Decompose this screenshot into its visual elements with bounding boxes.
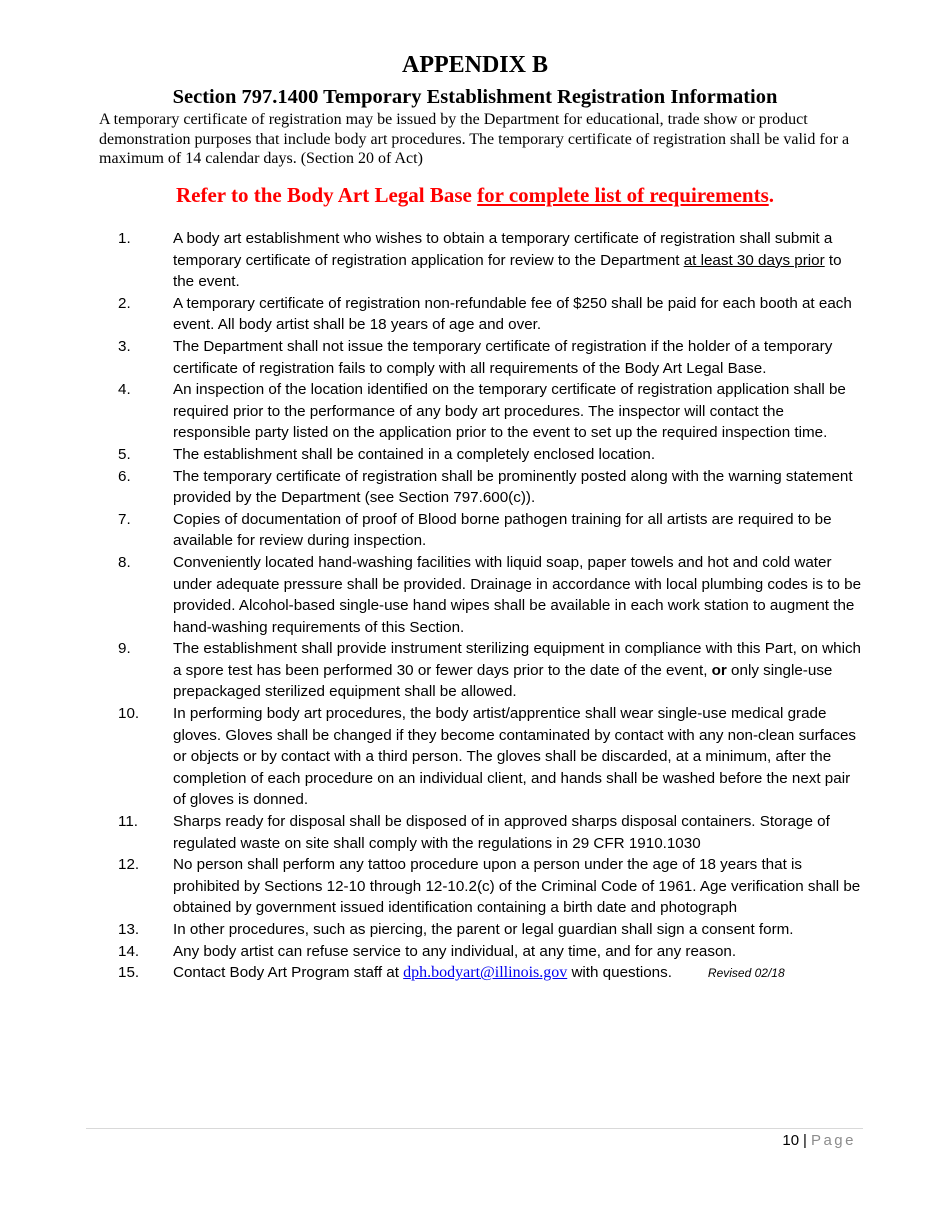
section-title: Section 797.1400 Temporary Establishment Registration Information bbox=[172, 86, 778, 108]
list-item bbox=[118, 854, 863, 919]
list-text: A temporary certificate of registration non-refundable fee of $250 shall be paid for each booth at each event. All body artist shall be 18 years of age and over. bbox=[173, 294, 852, 334]
refer-suffix: . bbox=[768, 183, 774, 207]
list-number: 8. bbox=[118, 553, 131, 571]
list-text: A body art establishment who wishes to obtain a temporary certificate of registration shall submit a temporary certificate of registration application for review to the Department at least 30 days prior to the event. bbox=[173, 230, 842, 291]
list-item bbox=[118, 509, 863, 552]
page-title: APPENDIX B bbox=[401, 52, 548, 78]
list-text: The establishment shall provide instrument sterilizing equipment in compliance with this Part, on which a spore test has been performed 30 or fewer days prior to the date of the event, or only single-use prepackaged sterilized equipment shall be allowed. bbox=[173, 640, 861, 701]
list-number: 3. bbox=[118, 337, 131, 355]
list-number: 9. bbox=[118, 640, 131, 658]
list-number: 12. bbox=[118, 856, 140, 874]
intro-paragraph: A temporary certificate of registration may be issued by the Department for educational, trade show or product demonstration purposes that include body art procedures. The temporary certificate of registration shall be valid for a maximum of 14 calendar days. (Section 20 of Act) bbox=[99, 111, 850, 167]
list-number: 6. bbox=[118, 467, 131, 485]
list-number: 1. bbox=[118, 230, 131, 247]
list-text: The establishment shall be contained in a completely enclosed location. bbox=[173, 445, 656, 463]
list-item bbox=[118, 811, 863, 854]
refer-underlined: for complete list of requirements bbox=[477, 183, 769, 207]
list-text: In performing body art procedures, the body artist/apprentice shall wear single-use medical grade gloves. Gloves shall be changed if they become contaminated by contact with any non-clean surfaces or objects or by contact with a third person. The gloves shall be discarded, at a minimum, after the completion of each procedure on an individual client, and hands shall be washed before the next pair of gloves is donned. bbox=[173, 705, 856, 809]
list-text: In other procedures, such as piercing, the parent or legal guardian shall sign a consent form. bbox=[173, 921, 794, 938]
list-item bbox=[118, 379, 863, 444]
footer-separator: | bbox=[803, 1132, 807, 1149]
page-number: 10 bbox=[782, 1132, 800, 1149]
emphasis-underline: at least 30 days prior bbox=[683, 251, 825, 269]
list-number: 15. bbox=[118, 964, 140, 982]
list-number: 11. bbox=[118, 813, 138, 831]
requirements-list bbox=[118, 228, 863, 985]
list-number: 7. bbox=[118, 510, 131, 528]
list-number: 13. bbox=[118, 921, 140, 938]
list-text: An inspection of the location identified on the temporary certificate of registration application shall be required prior to the performance of any body art procedures. The inspector will contact the responsible party listed on the application prior to the event to set up the required inspection time. bbox=[173, 381, 846, 442]
list-text: Copies of documentation of proof of Blood borne pathogen training for all artists are required to be available for review during inspection. bbox=[173, 510, 832, 550]
list-item bbox=[118, 293, 863, 336]
list-item bbox=[118, 466, 863, 509]
list-item bbox=[118, 941, 863, 963]
list-text: Contact Body Art Program staff at dph.bodyart@illinois.gov with questions. Revised 02/18 bbox=[173, 964, 785, 982]
email-link[interactable]: dph.bodyart@illinois.gov bbox=[403, 964, 568, 982]
list-number: 2. bbox=[118, 294, 131, 312]
list-number: 10. bbox=[118, 705, 140, 723]
list-number: 4. bbox=[118, 381, 131, 399]
list-item bbox=[118, 638, 863, 703]
list-item bbox=[118, 962, 863, 985]
list-item bbox=[118, 228, 863, 293]
list-item bbox=[118, 703, 863, 811]
page-footer bbox=[782, 1132, 856, 1149]
page-label: Page bbox=[810, 1132, 856, 1149]
refer-notice bbox=[0, 183, 950, 208]
list-item bbox=[118, 336, 863, 379]
refer-prefix: Refer to the Body Art Legal Base bbox=[175, 183, 478, 207]
list-item bbox=[118, 444, 863, 466]
list-text: Sharps ready for disposal shall be disposed of in approved sharps disposal containers. Storage of regulated waste on site shall comply with the regulations in 29 CFR 1910.1030 bbox=[173, 813, 830, 852]
list-text: Conveniently located hand-washing facilities with liquid soap, paper towels and hot and cold water under adequate pressure shall be provided. Drainage in accordance with local plumbing codes is to be provided. Alcohol-based single-use hand wipes shall be available in each work station to augment the hand-washing requirements of this Section. bbox=[173, 553, 862, 636]
footer-divider bbox=[86, 1128, 863, 1129]
list-number: 14. bbox=[118, 942, 140, 960]
list-text: The Department shall not issue the temporary certificate of registration if the holder of a temporary certificate of registration fails to comply with all requirements of the Body Art Legal Base. bbox=[173, 337, 833, 377]
list-item bbox=[118, 552, 863, 638]
list-number: 5. bbox=[118, 445, 131, 463]
list-text: Any body artist can refuse service to any individual, at any time, and for any reason. bbox=[173, 942, 737, 960]
list-text: The temporary certificate of registration shall be prominently posted along with the warning statement provided by the Department (see Section 797.600(c)). bbox=[173, 467, 853, 507]
revised-date: Revised 02/18 bbox=[707, 966, 785, 981]
emphasis-bold: or bbox=[711, 661, 727, 679]
list-item bbox=[118, 919, 863, 941]
list-text: No person shall perform any tattoo procedure upon a person under the age of 18 years that is prohibited by Sections 12-10 through 12-10.2(c) of the Criminal Code of 1961. Age verification shall be obtained by government issued identification containing a birth date and photograph bbox=[173, 856, 861, 917]
